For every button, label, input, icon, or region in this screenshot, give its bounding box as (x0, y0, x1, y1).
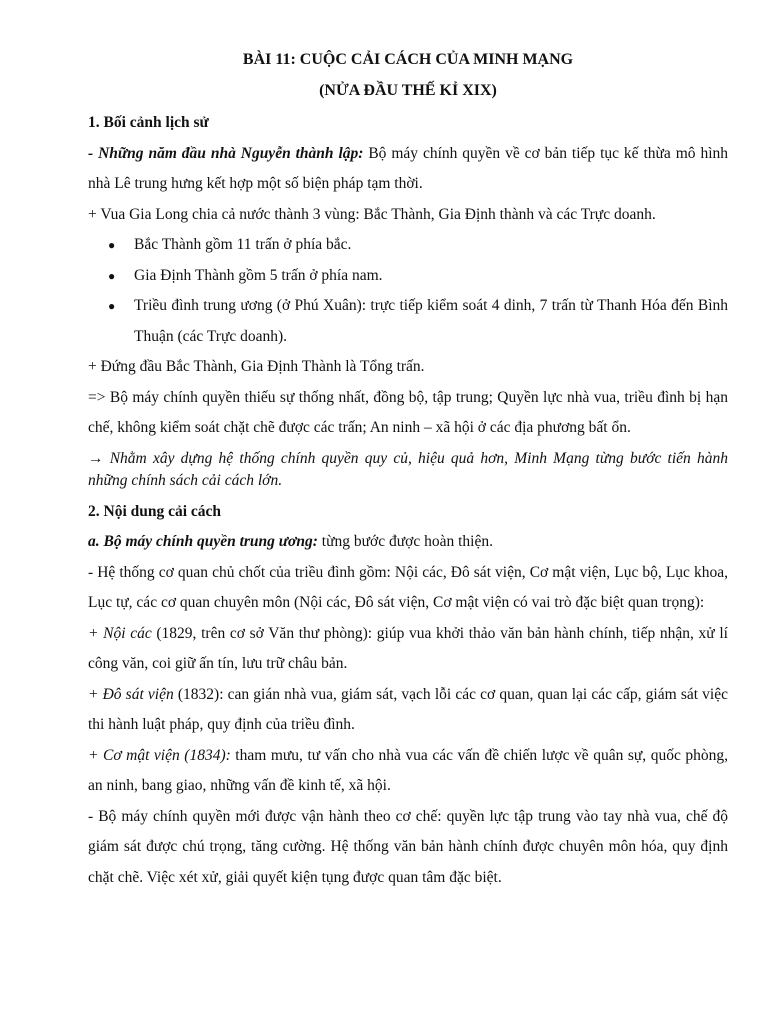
list-item-text: Triều đình trung ương (ở Phú Xuân): trực tiếp kiểm soát 4 dinh, 7 trấn từ Thanh Hóa đến Bình Thuận (các Trực doanh). (134, 297, 728, 345)
paragraph-key-agencies: - Hệ thống cơ quan chủ chốt của triều đình gồm: Nội các, Đô sát viện, Cơ mật viện, Lục bộ, Lục khoa, Lục tự, các cơ quan chuyên môn (Nội các, Đô sát viện, Cơ mật viện có vai trò đặc biệt quan trọng): (88, 563, 728, 611)
paragraph-text: tham mưu, tư vấn cho nhà vua các vấn đề chiến lược về quân sự, quốc phòng, an ninh, bang giao, những vấn đề kinh tế, xã hội. (88, 746, 728, 794)
paragraph-lead: + Đô sát viện (88, 685, 174, 703)
paragraph-do-sat-vien (88, 680, 728, 741)
bullet-icon: ● (108, 299, 116, 313)
list-item-text: Bắc Thành gồm 11 trấn ở phía bắc. (134, 236, 352, 253)
list-item (108, 261, 728, 292)
paragraph-text: (1832): can gián nhà vua, giám sát, vạch lỗi các cơ quan, quan lại các cấp, giám sát việc thi hành luật pháp, quy định của triều đình. (88, 685, 728, 733)
paragraph-early-nguyen (88, 139, 728, 200)
paragraph-new-mechanism: - Bộ máy chính quyền mới được vận hành theo cơ chế: quyền lực tập trung vào tay nhà vua, chế độ giám sát được chú trọng, tăng cường. Hệ thống văn bản hành chính được chuyên môn hóa, quy định chặt chẽ. Việc xét xử, giải quyết kiện tụng được quan tâm đặc biệt. (88, 807, 728, 886)
lesson-title: BÀI 11: CUỘC CẢI CÁCH CỦA MINH MẠNG (242, 51, 574, 68)
regions-list (88, 230, 728, 352)
paragraph-lead: + Nội các (88, 624, 152, 642)
paragraph-text: (1829, trên cơ sở Văn thư phòng): giúp vua khởi thảo văn bản hành chính, tiếp nhận, xử lí công văn, coi giữ ấn tín, lưu trữ châu bản. (88, 624, 728, 672)
paragraph-text: từng bước được hoàn thiện. (317, 533, 493, 550)
section-1-heading: 1. Bối cảnh lịch sử (88, 114, 209, 131)
paragraph-tong-tran: + Đứng đầu Bắc Thành, Gia Định Thành là Tổng trấn. (88, 358, 425, 375)
paragraph-gia-long-regions: + Vua Gia Long chia cả nước thành 3 vùng: Bắc Thành, Gia Định thành và các Trực doanh. (88, 205, 656, 223)
paragraph-central-gov (88, 527, 728, 558)
bullet-icon: ● (108, 238, 116, 252)
list-item (108, 230, 728, 261)
paragraph-lead: + Cơ mật viện (1834): (88, 746, 231, 764)
paragraph-noi-cac (88, 619, 728, 680)
section-2-heading: 2. Nội dung cải cách (88, 502, 222, 520)
paragraph-consequence: => Bộ máy chính quyền thiếu sự thống nhất, đồng bộ, tập trung; Quyền lực nhà vua, triều đình bị hạn chế, không kiểm soát chặt chẽ được các trấn; An ninh – xã hội ở các địa phương bất ổn. (88, 388, 728, 436)
lesson-subtitle: (NỬA ĐẦU THẾ KỈ XIX) (319, 82, 497, 99)
paragraph-lead: - Những năm đầu nhà Nguyễn thành lập: (88, 144, 364, 162)
paragraph-lead: a. Bộ máy chính quyền trung ương: (88, 533, 318, 550)
paragraph-conclusion: → Nhằm xây dựng hệ thống chính quyền quy củ, hiệu quả hơn, Minh Mạng từng bước tiến hành những chính sách cải cách lớn. (88, 449, 728, 489)
list-item-text: Gia Định Thành gồm 5 trấn ở phía nam. (134, 266, 383, 284)
bullet-icon: ● (108, 268, 116, 283)
paragraph-co-mat-vien (88, 741, 728, 802)
list-item (108, 291, 728, 352)
paragraph-text: Bộ máy chính quyền về cơ bản tiếp tục kế thừa mô hình nhà Lê trung hưng kết hợp một số biện pháp tạm thời. (88, 144, 729, 192)
